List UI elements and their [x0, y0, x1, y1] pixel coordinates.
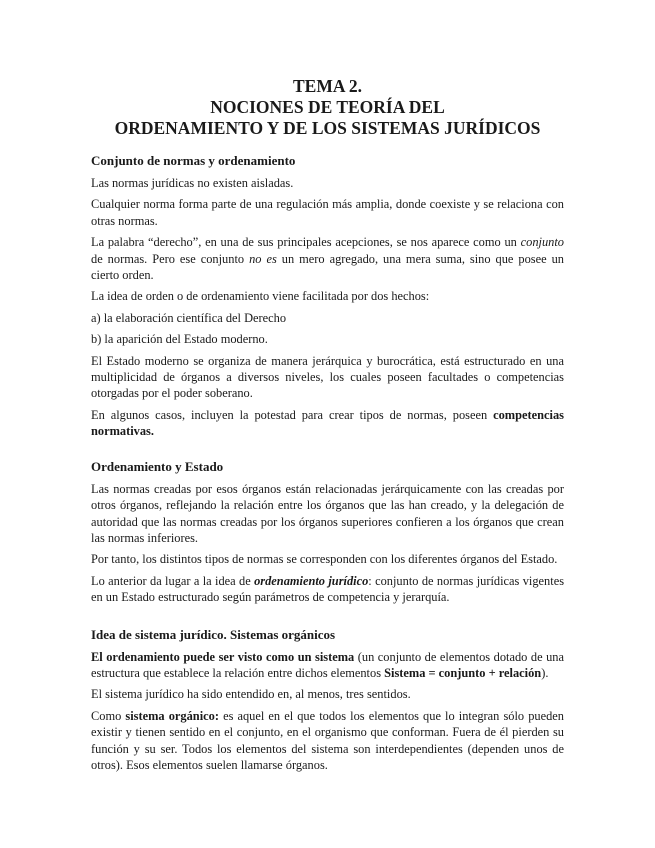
text: Como	[91, 708, 126, 723]
text: : conjunto de normas jurídicas vigentes en un Estado estructurado según parámetros de competencia y jerarquía.	[91, 573, 565, 605]
section-heading-conjunto: Conjunto de normas y ordenamiento	[91, 153, 296, 168]
paragraph	[91, 573, 564, 606]
text: Lo anterior da lugar a la idea de	[91, 573, 255, 588]
text: La palabra “derecho”, en una de sus principales acepciones, se nos aparece como un	[91, 235, 521, 250]
paragraph: Por tanto, los distintos tipos de normas se corresponden con los diferentes órganos del Estado.	[91, 552, 558, 567]
text: (un conjunto de elementos dotado de una estructura que establece la relación entre dichos elementos	[91, 649, 564, 680]
bold-italic-text	[254, 574, 368, 588]
section-heading-ordenamiento-estado: Ordenamiento y Estado	[91, 458, 224, 474]
paragraph	[91, 708, 564, 774]
list-item: a) la elaboración científica del Derecho	[91, 310, 287, 325]
text: En algunos casos, incluyen la potestad para crear tipos de normas, poseen	[91, 407, 494, 422]
text: es aquel en el que todos los elementos que lo integran sólo pueden existir y tienen sentido en el conjunto, en el organismo que conforman. Fuera de él pierden su función y su ser. Todos los elementos del sistema son interdependientes (dependen unos de otros). Esos elementos suelen llamarse órganos.	[91, 708, 564, 772]
title-line-3: ORDENAMIENTO Y DE LOS SISTEMAS JURÍDICOS	[114, 118, 541, 138]
paragraph: La idea de orden o de ordenamiento viene facilitada por dos hechos:	[91, 289, 430, 304]
text: ).	[541, 665, 549, 680]
paragraph: Las normas creadas por esos órganos están relacionadas jerárquicamente con las creadas por otros órganos, reflejando la relación entre los órganos que las han creado, y la delegación de autoridad que las normas creadas por los órganos superiores confieren a los órganos que crean las normas inferiores.	[91, 481, 564, 545]
title-line-1: TEMA 2.	[292, 76, 363, 96]
bold-text: sistema orgánico:	[125, 708, 219, 723]
text: de normas. Pero ese conjunto	[91, 251, 250, 266]
paragraph: El sistema jurídico ha sido entendido en, al menos, tres sentidos.	[91, 687, 411, 702]
document-title	[91, 76, 564, 139]
bold-text: El ordenamiento puede ser visto como un sistema	[91, 649, 355, 664]
paragraph	[91, 649, 564, 682]
title-line-2: NOCIONES DE TEORÍA DEL	[210, 97, 445, 117]
bold-text: Sistema = conjunto + relación	[384, 665, 542, 680]
paragraph	[91, 234, 564, 283]
document-page	[91, 76, 564, 778]
paragraph: Cualquier norma forma parte de una regulación más amplia, donde coexiste y se relaciona con otras normas.	[91, 197, 564, 228]
text: un mero agregado, una mera suma, sino que posee un cierto orden.	[91, 251, 565, 283]
list-item: b) la aparición del Estado moderno.	[91, 332, 268, 347]
italic-text: conjunto	[520, 235, 564, 250]
paragraph: Las normas jurídicas no existen aisladas.	[91, 176, 294, 190]
italic-text: ordenamiento jurídico	[254, 573, 369, 588]
paragraph: El Estado moderno se organiza de manera jerárquica y burocrática, está estructurado en una multiplicidad de órganos a diversos niveles, los cuales poseen facultades o competencias otorgadas por el poder soberano.	[91, 353, 564, 401]
bold-text: competencias normativas.	[91, 407, 564, 439]
italic-text: no es	[249, 251, 277, 266]
paragraph	[91, 407, 564, 440]
section-heading-sistema-juridico: Idea de sistema jurídico. Sistemas orgánicos	[91, 626, 336, 642]
